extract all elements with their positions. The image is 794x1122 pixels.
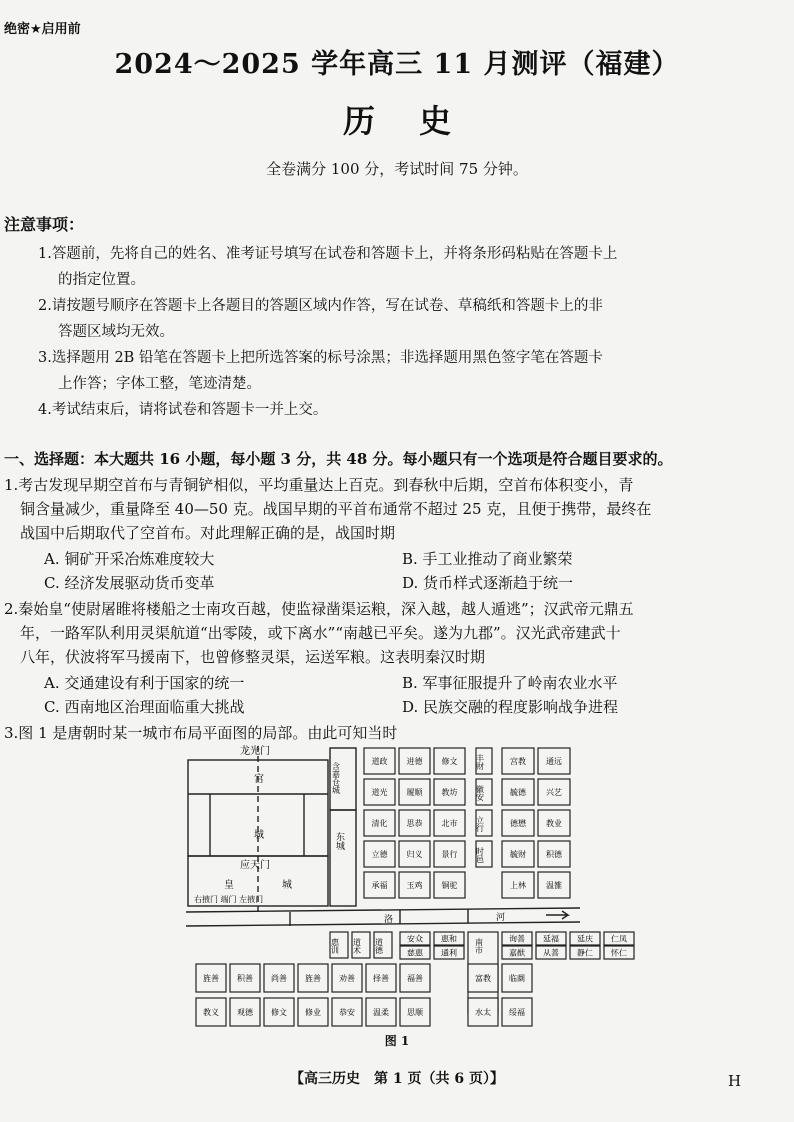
question-3-line: 3.图 1 是唐朝时某一城市布局平面图的局部。由此可知当时 [4,724,398,742]
ward-label: 教义 [203,1008,219,1017]
ward-label: 修文 [441,757,458,766]
ward-label: 铜驼 [441,881,458,890]
notice-line: 1.答题前，先将自己的姓名、准考证号填写在试卷和答题卡上，并将条形码粘贴在答题卡上 [38,246,618,262]
ward-label: 怀仁 [611,948,627,958]
ward-label: 玉鸡 [406,881,423,890]
ward-label: 延福 [543,934,559,944]
ward-label: 临阛 [509,974,525,983]
question-2-line: 八年，伏波将军马援南下，也曾修整灵渠，运送军粮。这表明秦汉时期 [20,648,486,666]
ward-label: 旌善 [305,974,321,983]
ward-label: 履顺 [406,788,423,797]
confidential-mark: 绝密★启用前 [4,22,81,37]
ward-label: 思顺 [407,1008,423,1017]
map-city-label: 城 [254,830,264,841]
ward-label: 毓财 [510,850,526,859]
ward-label: 北市 [441,819,458,828]
corner-mark: H [728,1072,742,1090]
ward-label: 景行 [441,850,458,859]
figure-caption: 图 1 [384,1034,410,1048]
ward-label: 惠和 [441,934,457,944]
map-palace-label: 宫 [254,774,264,785]
ward-label: 安众 [407,934,423,944]
ward-label: 嘉猷 [509,948,525,958]
ward-label: 富教 [475,974,491,983]
ward-label: 德懋 [510,819,526,828]
ward-label: 恭安 [339,1008,355,1017]
ward-label: 劝善 [339,974,355,983]
ward-label: 观德 [237,1008,253,1017]
ward-label: 修文 [271,1008,287,1017]
ward-label: 通远 [546,757,562,766]
question-1-option-d[interactable]: D. 货币样式逐渐趋于统一 [402,574,574,592]
section-heading: 一、选择题：本大题共 16 小题，每小题 3 分，共 48 分。每小题只有一个选项是符合题目要求的。 [4,450,673,468]
ward-label: 道光 [371,788,388,797]
map-river-a: 洛 [384,915,394,925]
question-1-option-c[interactable]: C. 经济发展驱动货币变革 [44,574,215,592]
notice-line: 的指定位置。 [58,272,145,288]
south-ward-blocks [196,932,634,1026]
ward-label: 从善 [543,948,559,958]
north-ward-blocks [364,748,570,898]
map-gates-row: 右掖门 端门 左掖门 [194,895,264,904]
notice-line: 答题区域均无效。 [58,324,174,340]
notice-line: 3.选择题用 2B 铅笔在答题卡上把所选答案的标号涂黑；非选择题用黑色签字笔在答题卡 [38,350,603,366]
map-gate-mid: 应天门 [240,860,270,871]
question-2-option-b[interactable]: B. 军事征服提升了岭南农业水平 [402,674,618,692]
question-1-option-a[interactable]: A. 铜矿开采冶炼难度较大 [44,550,215,568]
notice-line: 4.考试结束后，请将试卷和答题卡一并上交。 [38,402,328,418]
ward-label: 旌善 [203,974,219,983]
ward-label: 承福 [371,881,388,890]
ward-label: 兴艺 [546,788,562,797]
map-imperial-a: 皇 [224,880,234,891]
ward-label: 徽安 [475,785,485,801]
ward-label: 温雒 [546,881,562,890]
question-2-line: 2.秦始皇“使尉屠睢将楼船之士南攻百越，使监禄凿渠运粮，深入越，越人遁逃”；汉武帝元鼎五 [4,600,634,618]
map-gate-top: 龙光门 [240,746,270,757]
score-line: 全卷满分 100 分，考试时间 75 分钟。 [266,160,528,178]
question-1-line: 1.考古发现早期空首布与青铜铲相似，平均重量达上百克。到春秋中后期，空首布体积变小，青 [4,476,634,494]
ward-label: 积德 [546,850,562,859]
ward-label: 福善 [407,974,423,983]
map-river-b: 河 [496,913,506,923]
notice-line: 2.请按题号顺序在答题卡上各题目的答题区域内作答，写在试卷、草稿纸和答题卡上的非 [38,298,603,314]
map-granary: 含嘉仓城 [331,762,341,794]
ward-label: 时邑 [475,847,485,863]
question-1-line: 战国中后期取代了空首布。对此理解正确的是，战国时期 [20,524,396,542]
ward-label: 立行 [475,816,485,832]
ward-label: 水太 [475,1008,491,1017]
question-2-option-d[interactable]: D. 民族交融的程度影响战争进程 [402,698,619,716]
ward-label: 进德 [406,757,423,766]
question-1-option-b[interactable]: B. 手工业推动了商业繁荣 [402,550,573,568]
ward-label: 道德 [374,938,384,954]
ward-label: 仁凤 [611,934,627,944]
question-2-option-c[interactable]: C. 西南地区治理面临重大挑战 [44,698,245,716]
notice-line: 上作答；字体工整，笔迹清楚。 [58,376,261,392]
ward-label: 道政 [371,757,388,766]
ward-label: 南市 [474,938,484,954]
ward-label: 询善 [509,934,525,944]
ward-label: 修业 [305,1008,321,1017]
ward-label: 慈惠 [407,948,423,958]
ward-label: 上林 [510,881,526,890]
ward-label: 教坊 [441,788,458,797]
ward-label: 教业 [546,819,562,828]
tang-city-map [186,742,627,1028]
ward-label: 绥福 [509,1008,525,1017]
ward-label: 毓德 [510,788,526,797]
east-city-outline [330,810,356,906]
map-imperial-b: 城 [282,880,292,891]
map-east-city: 东城 [334,832,344,850]
ward-label: 立德 [371,850,388,859]
subject-title: 历史 [342,102,495,140]
question-2-line: 年，一路军队利用灵渠航道“出零陵，或下离水”“南越已平矣。遂为九郡”。汉光武帝建武十 [20,624,621,642]
ward-label: 通利 [441,948,457,958]
ward-label: 清化 [371,819,388,828]
ward-label: 思恭 [406,819,423,828]
ward-label: 丰财 [475,754,485,770]
ward-label: 尚善 [271,974,287,983]
ward-label: 惠训 [330,938,340,954]
page-footer: 【高三历史 第 1 页（共 6 页）】 [290,1071,504,1087]
ward-label: 道术 [352,938,362,954]
ward-label: 温柔 [373,1008,389,1017]
exam-title: 2024～2025 学年高三 11 月测评（福建） [114,49,680,80]
question-1-line: 铜含量减少，重量降至 40—50 克。战国早期的平首布通常不超过 25 克，且便于携带，最终在 [20,500,652,518]
ward-label: 积善 [237,974,253,983]
question-2-option-a[interactable]: A. 交通建设有利于国家的统一 [44,674,245,692]
ward-label: 择善 [373,974,389,983]
notice-heading: 注意事项： [4,215,85,234]
ward-label: 宫教 [510,757,526,766]
ward-label: 静仁 [577,948,593,958]
ward-label: 延庆 [577,934,593,944]
ward-label: 归义 [406,850,423,859]
